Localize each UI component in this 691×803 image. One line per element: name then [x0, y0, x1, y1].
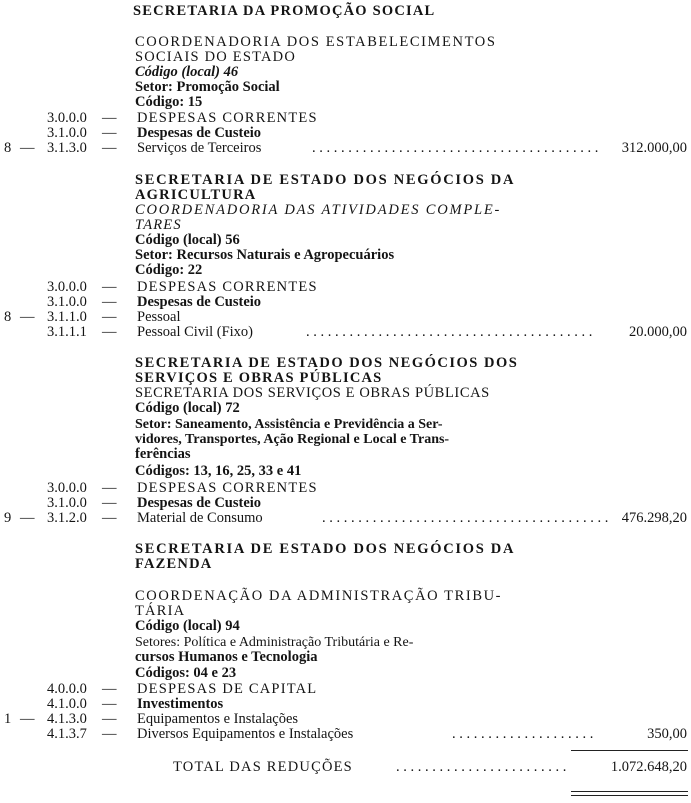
s1-row2-desc: Serviços de Terceiros	[137, 140, 262, 156]
s3-row0-desc: DESPESAS CORRENTES	[137, 480, 318, 496]
s2-row3-code: 3.1.1.1	[47, 324, 87, 340]
s3-row2-leader: . . . . . . . . . . . . . . . . . . . . . . . . . . . . . . . . . . . . . . . .	[322, 510, 609, 526]
s1-row2-amount: 312.000,00	[621, 140, 687, 156]
s3-row0-dash: —	[102, 480, 117, 496]
total-bottom-rule-1	[571, 791, 688, 792]
s2-secretaria-line2: AGRICULTURA	[135, 187, 257, 203]
total-label: TOTAL DAS REDUÇÕES	[173, 759, 353, 775]
s4-row0-desc: DESPESAS DE CAPITAL	[137, 681, 318, 697]
s1-row2-code: 3.1.3.0	[47, 140, 87, 156]
s3-secretaria-line1: SECRETARIA DE ESTADO DOS NEGÓCIOS DOS	[135, 355, 519, 371]
s3-row2-prefix-dash: —	[20, 510, 35, 526]
s2-secretaria-line1: SECRETARIA DE ESTADO DOS NEGÓCIOS DA	[135, 172, 516, 188]
s2-row3-leader: . . . . . . . . . . . . . . . . . . . . . . . . . . . . . . . . . . . . . . . .	[306, 324, 593, 340]
header-title: SECRETARIA DA PROMOÇÃO SOCIAL	[133, 3, 436, 19]
total-top-rule	[571, 750, 688, 751]
s4-row2-code: 4.1.3.0	[47, 711, 87, 727]
s4-setor-line1: Setores: Política e Administração Tributária e Re-	[135, 635, 414, 650]
s3-row1-dash: —	[102, 495, 117, 511]
s3-row2-desc: Material de Consumo	[137, 510, 263, 526]
s3-codigo: Códigos: 13, 16, 25, 33 e 41	[135, 463, 302, 479]
s4-row2-dash: —	[102, 711, 117, 727]
s4-row3-leader: . . . . . . . . . . . . . . . . . . . .	[452, 726, 594, 742]
s1-code-local: Código (local) 46	[135, 64, 239, 80]
s2-row3-desc: Pessoal Civil (Fixo)	[137, 324, 254, 340]
s4-row3-desc: Diversos Equipamentos e Instalações	[137, 726, 354, 742]
s2-row2-prefix: 8	[4, 309, 12, 325]
s2-row2-dash: —	[102, 309, 117, 325]
s3-setor-line1: Setor: Saneamento, Assistência e Previdência a Ser-	[135, 417, 443, 432]
s1-row2-prefix-dash: —	[20, 140, 35, 156]
s1-setor: Setor: Promoção Social	[135, 79, 280, 95]
s4-code-local: Código (local) 94	[135, 618, 240, 634]
s3-secretaria-line2: SERVIÇOS E OBRAS PÚBLICAS	[135, 370, 383, 386]
s3-row1-code: 3.1.0.0	[47, 495, 87, 511]
s4-row2-prefix: 1	[4, 711, 12, 727]
s2-row2-desc: Pessoal	[137, 309, 181, 325]
total-leader: . . . . . . . . . . . . . . . . . . . . . . . .	[396, 759, 567, 775]
s2-row3-dash: —	[102, 324, 117, 340]
s3-code-local: Código (local) 72	[135, 400, 240, 416]
s2-row3-amount: 20.000,00	[629, 324, 687, 340]
s1-row2-dash: —	[102, 140, 117, 156]
s1-unit-line1: COORDENADORIA DOS ESTABELECIMENTOS	[135, 34, 497, 50]
s4-row3-code: 4.1.3.7	[47, 726, 87, 742]
s1-row1-dash: —	[102, 125, 117, 141]
s2-unit-line1: COORDENADORIA DAS ATIVIDADES COMPLE-	[135, 202, 502, 218]
s3-row2-code: 3.1.2.0	[47, 510, 87, 526]
s4-row2-desc: Equipamentos e Instalações	[137, 711, 299, 727]
s3-setor-line2: vidores, Transportes, Ação Regional e Local e Trans-	[135, 432, 450, 447]
s3-row2-amount: 476.298,20	[621, 510, 687, 526]
s2-code-local: Código (local) 56	[135, 232, 240, 248]
s1-row1-code: 3.1.0.0	[47, 125, 87, 141]
s1-row2-leader: . . . . . . . . . . . . . . . . . . . . . . . . . . . . . . . . . . . . . . . .	[312, 140, 599, 156]
s4-row1-code: 4.1.0.0	[47, 696, 87, 712]
s2-row1-desc: Despesas de Custeio	[137, 294, 262, 310]
s1-row1-desc: Despesas de Custeio	[137, 125, 262, 141]
s2-row1-dash: —	[102, 294, 117, 310]
s1-row2-prefix: 8	[4, 140, 12, 156]
s4-row0-dash: —	[102, 681, 117, 697]
s1-codigo: Código: 15	[135, 94, 203, 110]
s3-row2-dash: —	[102, 510, 117, 526]
s2-codigo: Código: 22	[135, 262, 203, 278]
total-amount: 1.072.648,20	[610, 759, 687, 775]
s1-row0-code: 3.0.0.0	[47, 110, 87, 126]
s4-unit-line2: TÁRIA	[135, 603, 186, 619]
s2-row2-prefix-dash: —	[20, 309, 35, 325]
s2-row0-desc: DESPESAS CORRENTES	[137, 279, 318, 295]
s4-row1-dash: —	[102, 696, 117, 712]
s4-row0-code: 4.0.0.0	[47, 681, 87, 697]
s3-unit-line1: SECRETARIA DOS SERVIÇOS E OBRAS PÚBLICAS	[135, 385, 490, 401]
s4-row1-desc: Investimentos	[137, 696, 224, 712]
s2-row0-dash: —	[102, 279, 117, 295]
s4-secretaria-line2: FAZENDA	[135, 556, 213, 572]
s4-row3-dash: —	[102, 726, 117, 742]
s1-unit-line2: SOCIAIS DO ESTADO	[135, 49, 297, 65]
s3-row1-desc: Despesas de Custeio	[137, 495, 262, 511]
s4-codigo: Códigos: 04 e 23	[135, 665, 237, 681]
s2-setor: Setor: Recursos Naturais e Agropecuários	[135, 247, 395, 263]
s2-row2-code: 3.1.1.0	[47, 309, 87, 325]
s1-row0-dash: —	[102, 110, 117, 126]
s1-row0-desc: DESPESAS CORRENTES	[137, 110, 318, 126]
s4-unit-line1: COORDENAÇÃO DA ADMINISTRAÇÃO TRIBU-	[135, 588, 503, 604]
s2-unit-line2: TARES	[135, 217, 182, 233]
total-bottom-rule-2	[571, 795, 688, 796]
s2-row0-code: 3.0.0.0	[47, 279, 87, 295]
s4-row2-prefix-dash: —	[20, 711, 35, 727]
s4-row3-amount: 350,00	[647, 726, 687, 742]
s3-setor-line3: ferências	[135, 446, 191, 462]
s2-row1-code: 3.1.0.0	[47, 294, 87, 310]
s3-row0-code: 3.0.0.0	[47, 480, 87, 496]
s3-row2-prefix: 9	[4, 510, 12, 526]
s4-secretaria-line1: SECRETARIA DE ESTADO DOS NEGÓCIOS DA	[135, 541, 516, 557]
s4-setor-line2: cursos Humanos e Tecnologia	[135, 649, 318, 665]
